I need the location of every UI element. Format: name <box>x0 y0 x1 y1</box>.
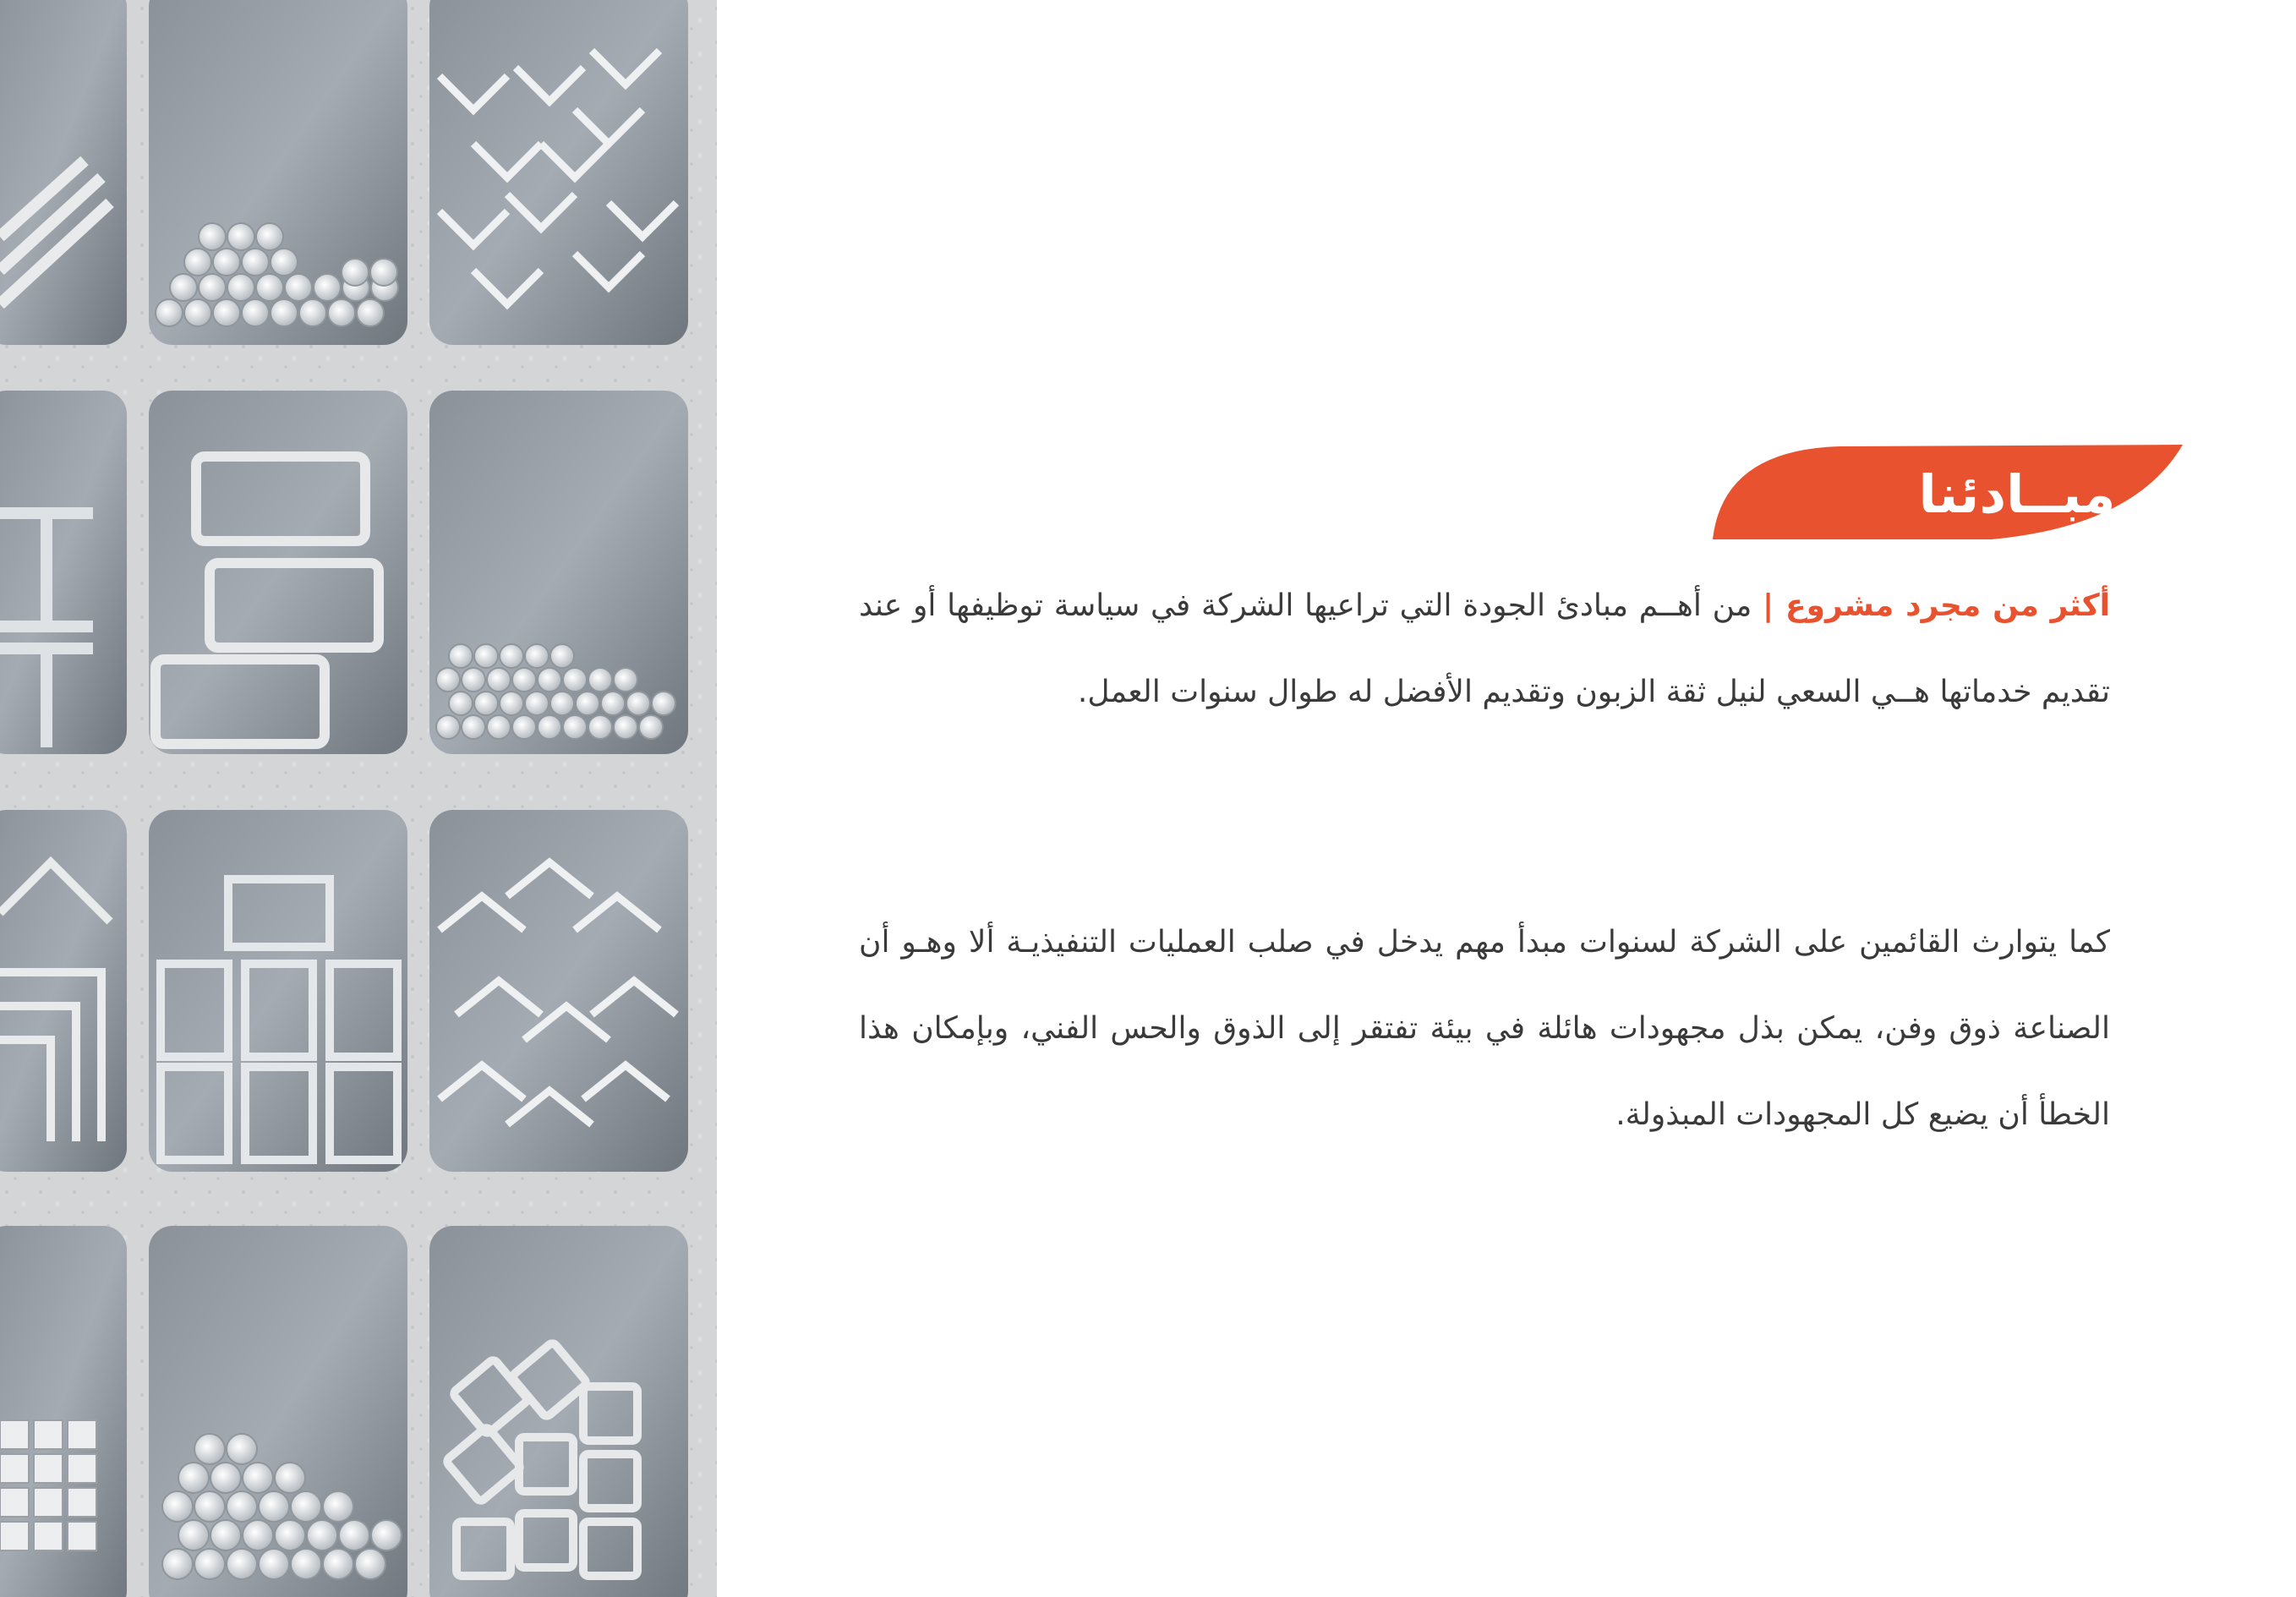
principles-paragraph-2: كما يتوارث القائمين على الشركة لسنوات مبدأ مهم يدخل في صلب العمليات التنفيذيـة ألا وهـو أن الصناعة ذوق وفن، يمكن بذل مجهودات هائلة في بيئة تفتقر إلى الذوق والحس الفني، وبإمكان هذا الخطأ أن يضيع كل المجهودات المبذولة. <box>859 925 2110 1132</box>
steel-profiles-photo <box>0 0 717 1597</box>
shelf-row-1 <box>0 0 688 345</box>
shelf-row-3 <box>0 810 688 1172</box>
principles-paragraph-1 <box>859 563 2110 736</box>
paragraph-1-body: من أهــم مبادئ الجودة التي تراعيها الشركة في سياسة توظيفها أو عند تقديم خدماتها هــي السعي لنيل ثقة الزبون وتقديم الأفضل له طوال سنوات العمل. <box>859 588 2110 709</box>
section-title: مبــادئنا <box>1918 463 2116 525</box>
steel-shelves-illustration <box>0 0 717 1597</box>
paragraph-highlight: أكثر من مجرد مشروع | <box>1763 588 2110 623</box>
shelf-row-4 <box>0 1226 688 1597</box>
shelf-row-2 <box>0 391 688 754</box>
